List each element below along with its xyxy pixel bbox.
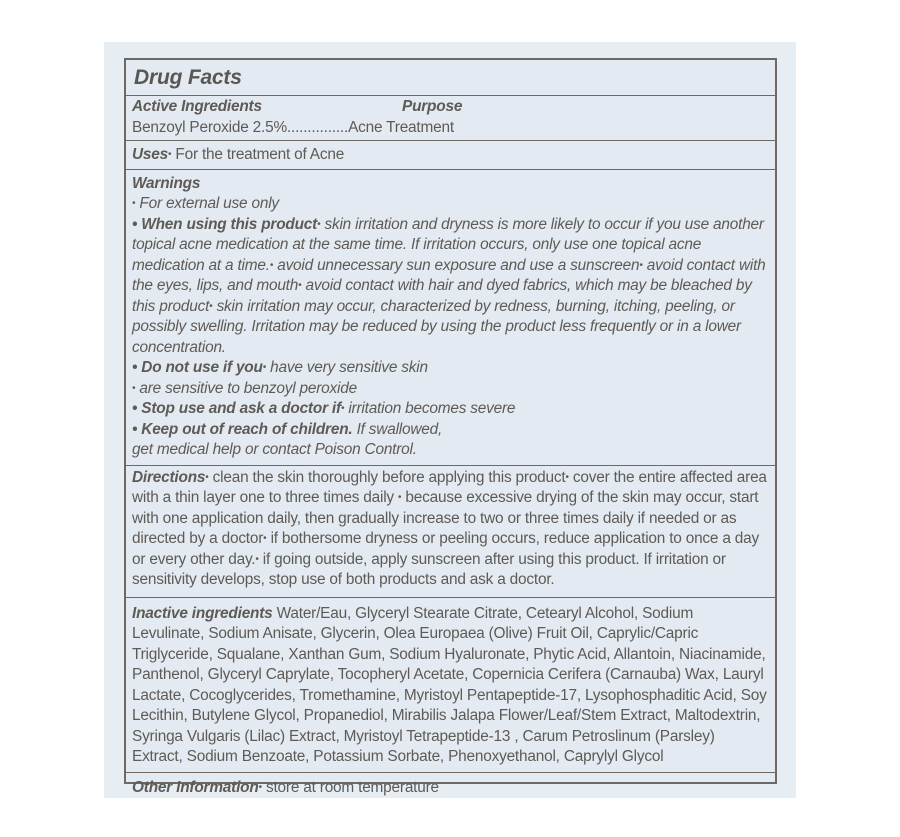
do-not-use-1: have very sensitive skin [270,359,428,376]
warning-external-text: For external use only [139,195,279,212]
inactive-ingredients-section [126,598,775,773]
drug-facts-panel [124,58,777,796]
direction-2: cover the entire affected area with a thin layer one to three times daily [132,468,767,506]
warnings-heading: Warnings [132,174,201,192]
hair-text: avoid contact with hair and dyed fabrics, which may be bleached by this product [132,277,752,315]
purpose-heading: Purpose [402,98,463,115]
active-header-row [132,97,769,118]
active-ingredients-heading: Active Ingredients [132,98,262,115]
bullet: • [565,471,569,483]
inactive-ingredients-heading: Inactive ingredients [132,604,273,622]
direction-1: clean the skin thoroughly before applying this product [212,468,566,486]
bullet: • [639,259,643,271]
active-ingredient-line: Benzoyl Peroxide 2.5%...............Acne Treatment [132,118,454,136]
do-not-use-heading: Do not use if you [141,359,263,376]
other-information-text: store at room temperature [265,778,439,796]
warning-do-not-use [132,358,769,379]
when-using-text: skin irritation and dryness is more likely to occur if you use another topical acne medication at the same time. If irritation occurs, only use one topical acne medication at a time. [132,215,764,274]
other-information-section [126,773,775,799]
when-using-heading: When using this product [141,215,318,233]
bullet: • [132,198,136,209]
bullet: • [205,471,209,483]
bullet: • [209,300,213,312]
bullet: • [317,218,321,230]
keep-out-text-2: get medical help or contact Poison Control. [132,441,417,458]
keep-out-text-1: If swallowed, [356,420,443,438]
uses-heading: Uses [132,146,168,163]
bullet: • [298,280,302,291]
direction-3: because excessive drying of the skin may occur, start with one application daily, then gradually increase to two or three times daily if needed or as directed by a doctor [132,489,759,547]
bullet: • [132,420,138,438]
bullet: • [168,149,172,160]
bullet: • [269,259,274,271]
bullet: • [132,215,138,233]
active-ingredients-section [126,96,775,141]
direction-4: if bothersome dryness or peeling occurs, reduce application to once a day or every other day. [132,530,760,568]
bullet: • [263,533,267,544]
direction-5: if going outside, apply sunscreen after using this product. If irritation or sensitivity develops, stop use of both products and ask a doctor. [132,550,726,588]
warning-stop-use [132,399,769,420]
sun-text: avoid unnecessary sun exposure and use a sunscreen [277,256,640,274]
uses-section [126,141,775,170]
warning-do-not-use-2 [132,379,769,400]
directions-section [126,466,775,598]
bullet: • [340,403,345,414]
bullet: • [255,553,259,565]
bullet: • [258,781,262,793]
eyes-text: avoid contact with the eyes, lips, and mouth [132,256,766,294]
directions-text [132,468,769,591]
inactive-ingredients-text [132,604,769,768]
bullet: • [262,362,267,373]
inactive-ingredients-list: Water/Eau, Glyceryl Stearate Citrate, Cetearyl Alcohol, Sodium Levulinate, Sodium Anisate, Glycerin, Olea Europaea (Olive) Fruit Oil, Caprylic/Capric Triglyceride, Squalane, Xanthan Gum, Sodium Hyaluronate, Phytic Acid, Allantoin, Niacinamide, Panthenol, Glyceryl Caprylate, Tocopheryl Acetate, Copernicia Cerifera (Carnauba) Wax, Lauryl Lactate, Cocoglycerides, Tromethamine, Myristoyl Pentapeptide-17, Lysophosphaditic Acid, Soy Lecithin, Butylene Glycol, Propanediol, Mirabilis Jalapa Flower/Leaf/Stem Extract, Maltodextrin, Syringa Vulgaris (Lilac) Extract, Myristoyl Tetrapeptide-13 , Carum Petroslinum (Parsley) Extract, Sodium Benzoate, Potassium Sorbate, Phenoxyethanol, Caprylyl Glycol [132,604,767,765]
bullet: • [132,382,136,394]
bullet: • [398,492,402,503]
stop-use-text: irritation becomes severe [348,400,516,417]
keep-out-heading: Keep out of reach of children. [141,420,353,438]
directions-heading: Directions [132,468,206,486]
do-not-use-2: are sensitive to benzoyl peroxide [139,379,357,397]
warning-keep-out [132,420,769,441]
warnings-section [126,170,775,466]
warning-when-using [132,215,769,359]
drug-facts-title: Drug Facts [126,60,775,96]
stop-use-heading: Stop use and ask a doctor if [141,400,341,417]
warning-external [132,194,769,215]
other-information-heading: Other Information [132,778,259,796]
bullet: • [132,359,138,376]
uses-text: For the treatment of Acne [175,146,345,163]
bullet: • [132,400,138,417]
skin-text: skin irritation may occur, characterized by redness, burning, itching, peeling, or possibly swelling. Irritation may be reduced by using the product less frequently or in a lower concentration. [132,297,741,356]
